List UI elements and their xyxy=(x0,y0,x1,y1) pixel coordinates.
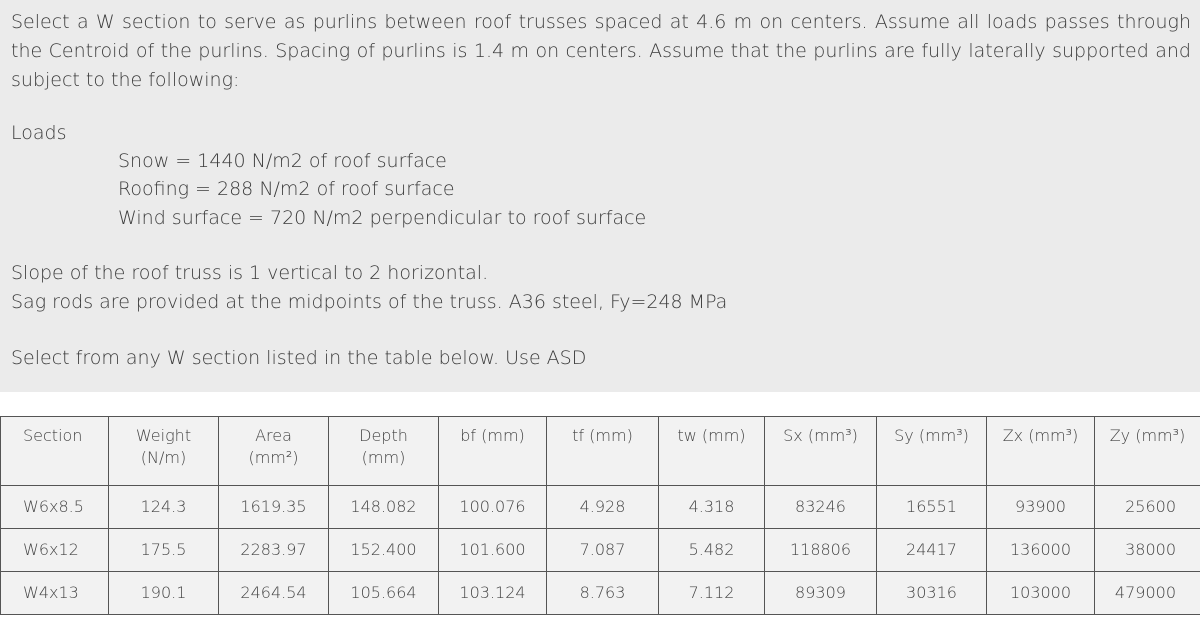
table-row xyxy=(1,529,1200,572)
cell-sy: 16551 xyxy=(877,486,987,529)
cell-zx: 93900 xyxy=(987,486,1095,529)
header-weight-label: Weight xyxy=(135,426,192,445)
select-instruction: Select from any W section listed in the table below. Use ASD xyxy=(11,347,587,369)
cell-sy: 30316 xyxy=(877,572,987,615)
problem-paragraph: Select a W section to serve as purlins between roof trusses spaced at 4.6 m on centers. Assume all loads passes through the Centroid of the purlins. Spacing of purlins is 1.4 m on centers. Assume that the purlins are fully laterally supported and subject to the following: xyxy=(11,11,1191,91)
table-row xyxy=(1,572,1200,615)
w-section-table-wrapper xyxy=(0,416,1200,615)
header-depth-label: Depth xyxy=(359,426,408,445)
cell-zy: 38000 xyxy=(1095,529,1200,572)
load-snow: Snow = 1440 N/m2 of roof surface xyxy=(118,150,447,172)
header-tf: tf (mm) xyxy=(547,417,659,486)
cell-sx: 89309 xyxy=(765,572,877,615)
table-header-row xyxy=(1,417,1200,486)
load-roofing: Roofing = 288 N/m2 of roof surface xyxy=(118,178,455,200)
cell-depth: 152.400 xyxy=(329,529,439,572)
header-area-unit: (mm²) xyxy=(248,448,299,467)
cell-bf: 101.600 xyxy=(439,529,547,572)
cell-area: 2464.54 xyxy=(219,572,329,615)
cell-zy: 25600 xyxy=(1095,486,1200,529)
w-section-table xyxy=(0,416,1200,615)
cell-sx: 83246 xyxy=(765,486,877,529)
cell-depth: 148.082 xyxy=(329,486,439,529)
cell-area: 2283.97 xyxy=(219,529,329,572)
cell-sx: 118806 xyxy=(765,529,877,572)
header-area-label: Area xyxy=(255,426,292,445)
header-zx: Zx (mm³) xyxy=(987,417,1095,486)
cell-zy: 479000 xyxy=(1095,572,1200,615)
cell-tw: 4.318 xyxy=(659,486,765,529)
header-weight xyxy=(109,417,219,486)
header-depth xyxy=(329,417,439,486)
cell-tf: 7.087 xyxy=(547,529,659,572)
table-row xyxy=(1,486,1200,529)
cell-weight: 124.3 xyxy=(109,486,219,529)
header-tw: tw (mm) xyxy=(659,417,765,486)
load-wind: Wind surface = 720 N/m2 perpendicular to roof surface xyxy=(118,207,647,229)
sag-rod-line: Sag rods are provided at the midpoints of the truss. A36 steel, Fy=248 MPa xyxy=(11,291,728,313)
cell-weight: 175.5 xyxy=(109,529,219,572)
cell-section: W6x8.5 xyxy=(1,486,109,529)
cell-weight: 190.1 xyxy=(109,572,219,615)
header-section: Section xyxy=(1,417,109,486)
header-sx: Sx (mm³) xyxy=(765,417,877,486)
cell-tf: 8.763 xyxy=(547,572,659,615)
slope-line: Slope of the roof truss is 1 vertical to 2 horizontal. xyxy=(11,262,489,284)
header-depth-unit: (mm) xyxy=(361,448,406,467)
cell-zx: 136000 xyxy=(987,529,1095,572)
cell-section: W4x13 xyxy=(1,572,109,615)
header-bf: bf (mm) xyxy=(439,417,547,486)
cell-bf: 100.076 xyxy=(439,486,547,529)
header-area xyxy=(219,417,329,486)
cell-tf: 4.928 xyxy=(547,486,659,529)
header-weight-unit: (N/m) xyxy=(140,448,187,467)
cell-sy: 24417 xyxy=(877,529,987,572)
cell-depth: 105.664 xyxy=(329,572,439,615)
loads-label: Loads xyxy=(11,122,67,144)
header-sy: Sy (mm³) xyxy=(877,417,987,486)
cell-tw: 7.112 xyxy=(659,572,765,615)
header-zy: Zy (mm³) xyxy=(1095,417,1200,486)
cell-section: W6x12 xyxy=(1,529,109,572)
cell-zx: 103000 xyxy=(987,572,1095,615)
cell-area: 1619.35 xyxy=(219,486,329,529)
cell-tw: 5.482 xyxy=(659,529,765,572)
cell-bf: 103.124 xyxy=(439,572,547,615)
